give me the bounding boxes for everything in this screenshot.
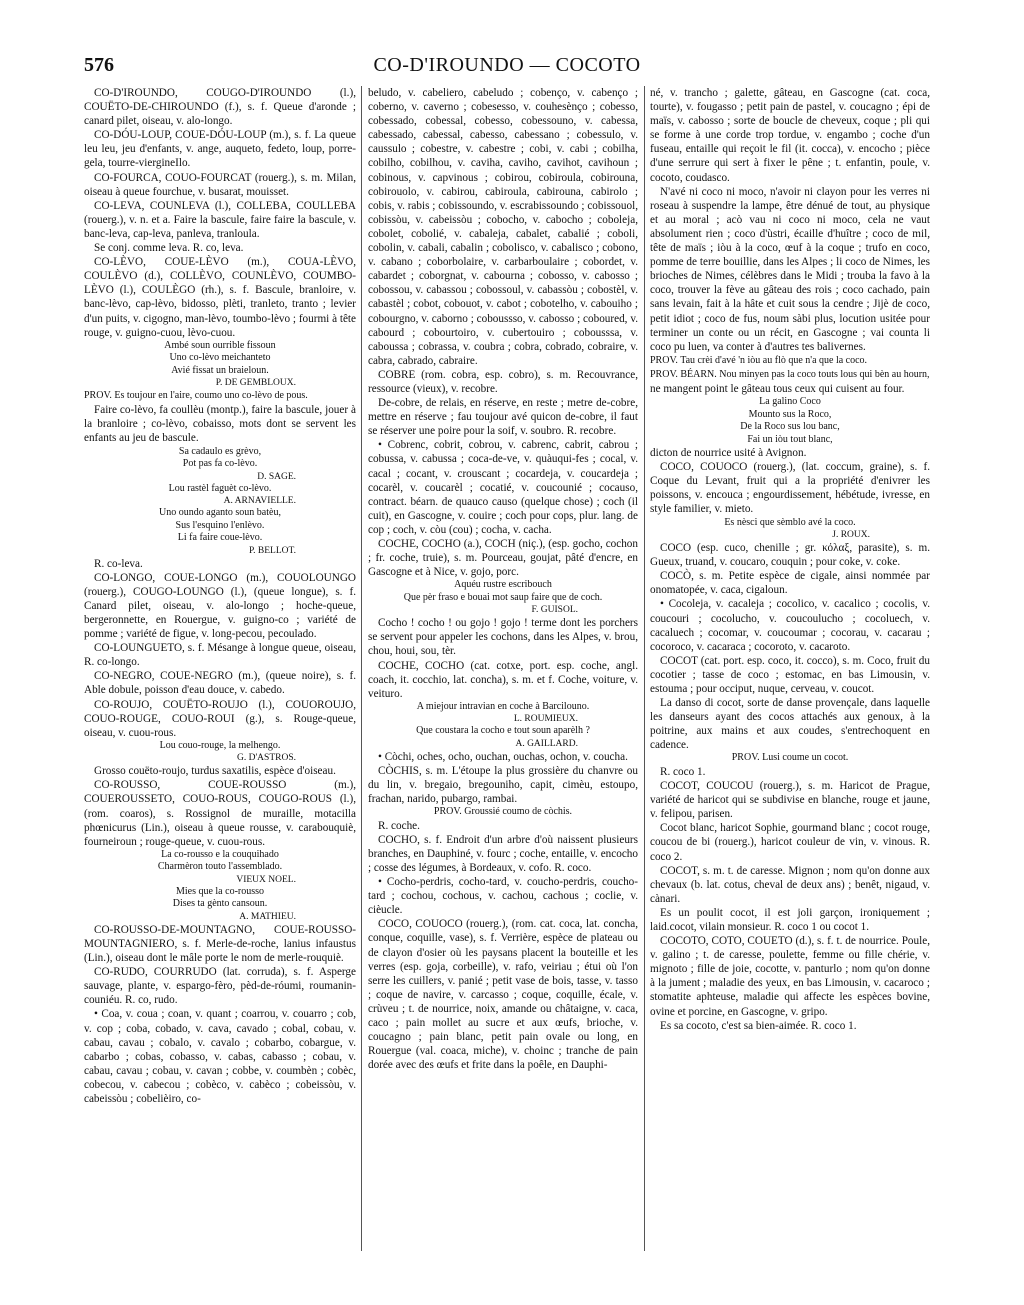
- dictionary-entry: • Còchi, oches, ocho, ouchan, ouchas, ochon, v. coucha.: [378, 750, 628, 763]
- dictionary-entry: CO-LONGO, COUE-LONGO (m.), COUOLOUNGO (rouerg.), COUGO-LOUNGO (l.), (queue longue), s. f. Canard pilet, oiseau, v. alo-longo ; hoche-queue, bergeronnette, en Rouergue, v. guigno-co ; variété de pomme ; variété de figue, v. long-pecou, pecoulado.: [84, 571, 356, 641]
- verse-line: Que coustara la cocho e tout soun aparèlh ?: [416, 725, 590, 737]
- dictionary-entry: Se conj. comme leva. R. co, leva.: [94, 242, 244, 255]
- quote-attribution: A. MATHIEU.: [239, 911, 296, 922]
- dictionary-entry: Es sa cocoto, c'est sa bien-aimée. R. coco 1.: [660, 1019, 857, 1032]
- column-divider: [361, 86, 362, 1251]
- dictionary-entry: COCO, COUOCO (rouerg.), (lat. coccum, graine), s. f. Coque du Levant, fruit qui a la propriété d'enivrer les poissons, v. encouca ; engourdissement, hébétude, ivresse, en style familier, v. mieto.: [650, 461, 930, 516]
- verse-line: Pot pas fa co-lèvo.: [182, 458, 258, 470]
- dictionary-entry: CO-LEVA, COUNLEVA (l.), COLLEBA, COULLEBA (rouerg.), v. n. et a. Faire la bascule, faire faire la bascule, v. banc-leva, cap-leva, panleva, tranloula.: [84, 199, 356, 240]
- dictionary-entry: Faire co-lèvo, fa coullèu (montp.), faire la bascule, jouer à la branloire ; co-lèvo, cobaisso, mots dont se servent les enfants au jeu de bascule.: [84, 404, 356, 445]
- verse-line: Sus l'esquino l'enlèvo.: [175, 519, 265, 531]
- proverb: PROV. Tau crèi d'avé 'n iòu au flò que n'a que la coco.: [650, 354, 868, 366]
- quote-attribution: VIEUX NOEL.: [236, 874, 296, 885]
- verse-line: La co-rousso e la couquihado: [161, 848, 279, 860]
- verse-line: Sa cadaulo es grèvo,: [178, 445, 262, 457]
- dictionary-entry: CO-ROUSSO, COUE-ROUSSO (m.), COUEROUSSETO, COUO-ROUS, COUGO-ROUS (l.), (rom. coaros), s. Rossignol de muraille, motacilla phœnicurus (Lin.), oiseau à queue rousse, v. carabouquiè, fourneiroun ; rouge-queue, v. cuou-rous.: [84, 779, 356, 848]
- quote-attribution: P. BELLOT.: [248, 545, 296, 556]
- dictionary-entry: CO-ROUJO, COUËTO-ROUJO (l.), COUOROUJO, COUO-ROUGE, COUO-ROUI (g.), s. Rouge-queue, oiseau, v. cuou-rous.: [84, 698, 356, 739]
- dictionary-entry: CO-DÓU-LOUP, COUE-DÓU-LOUP (m.), s. f. La queue leu leu, jeu d'enfants, v. ange, auqueto, fedeto, loup, porre-gela, tourre-viergineIlo.: [84, 129, 356, 170]
- dictionary-entry: CÒCHIS, s. m. L'étoupe la plus grossière du chanvre ou du lin, v. bregaio, bregouniho, capit, cimèu, estoupo, frachan, narido, pubargo, rambai.: [368, 764, 638, 806]
- verse-line: Lou couo-rouge, la melhengo.: [159, 739, 281, 751]
- verse-line: PROV. Groussié coumo de còchis.: [433, 806, 573, 818]
- dictionary-entry: CO-D'IROUNDO, COUGO-D'IROUNDO (l.), COUËTO-DE-CHIROUNDO (f.), s. f. Queue d'aronde ; canard pilet, oiseau, v. alo-longo.: [84, 87, 356, 128]
- verse-line: Mies que la co-rousso: [175, 885, 265, 897]
- dictionary-entry: • Coa, v. coua ; coan, v. quant ; coarrou, v. couarro ; cob, v. cop ; coba, cobado, v. cava, cavado ; cobal, cobau, v. cabau, cavau ; cobalo, v. cavalo ; cobarbo, cobargue, v. cabarbo ; cobas, cobasso, v. cabas, cabasso ; cobau, v. cabau, cavau ; cobau, v. cavan ; cobbe, v. coumbèn ; cobèc, cobecou, v. cabecou ; cobèco, v. cabèco ; cobeissòu, v. cabeissòu ; cobelièiro, co-: [84, 1008, 356, 1105]
- dictionary-column-right: [650, 86, 930, 1286]
- verse-line: Avié fissat un braieloun.: [171, 364, 269, 376]
- dictionary-entry: Grosso couëto-roujo, turdus saxatilis, espèce d'oiseau.: [94, 765, 336, 778]
- dictionary-entry: Es un poulit cocot, il est joli garçon, ironiquement ; laid.cocot, vilain monsieur. R. coco 1 ou cocot 1.: [650, 906, 930, 933]
- verse-line: Dises ta gènto cansoun.: [172, 898, 268, 910]
- quote-attribution: J. ROUX.: [832, 530, 870, 541]
- dictionary-entry: CO-RUDO, COURRUDO (lat. corruda), s. f. Asperge sauvage, plante, v. espargo-fèro, pèd-de-róumi, roumanin-couniéu. R. co, rudo.: [84, 966, 356, 1007]
- page-header: [84, 54, 930, 82]
- verse-line: La galino Coco: [759, 396, 821, 408]
- dictionary-entry: CO-LÈVO, COUE-LÈVO (m.), COUA-LÈVO, COULÈVO (d.), COLLÈVO, COUNLÈVO, COUMBO-LÈVO (l.), COULÈGO (rh.), s. f. Bascule, branloire, v. banc-lèvo, cap-lèvo, bidosso, plèti, tranleto, tranto ; levier d'un puits, v. cigogno, man-lèvo, toumbo-lèvo ; fourmi à tête rouge, v. guigno-cuou, lèvo-cuou.: [84, 256, 356, 339]
- dictionary-entry: La danso di cocot, sorte de danse provençale, dans laquelle les danseurs ayant des cocos attachés aux genoux, à la poitrine, aux mains et aux coudes, s'entrechoquent en cadence.: [650, 697, 930, 752]
- dictionary-entry: CO-ROUSSO-DE-MOUNTAGNO, COUE-ROUSSO-MOUNTAGNIERO, s. f. Merle-de-roche, lanius infaustus (Lin.), oiseau dont le mâle porte le nom de merle-rouquiè.: [84, 923, 356, 965]
- dictionary-entry: COCHE, COCHO (cat. cotxe, port. esp. coche, angl. coach, it. cocchio, lat. concha), s. m. et f. Coche, voiture, v. veituro.: [368, 659, 638, 700]
- verse-line: Uno oundo aganto soun batèu,: [159, 507, 281, 519]
- verse-line: Uno co-lèvo meichanteto: [169, 352, 271, 364]
- dictionary-entry: • Cocho-perdris, cocho-tard, v. coucho-perdris, coucho-tard ; cochou, cochous, v. cachou, cachous ; coclie, v. cièucle.: [368, 876, 638, 917]
- dictionary-entry: COCOT, COUCOU (rouerg.), s. m. Haricot de Prague, variété de haricot qui se subdivise en blanche, rouge et jaune, v. felipou, parisen.: [650, 780, 930, 821]
- dictionary-column-left: [84, 86, 356, 1286]
- dictionary-entry: CO-FOURCA, COUO-FOURCAT (rouerg.), s. m. Milan, oiseau à queue fourchue, v. busarat, mouisset.: [84, 171, 356, 198]
- dictionary-entry: Cocho ! cocho ! ou gojo ! gojo ! terme dont les porchers se servent pour appeler les cochons, dans les Alpes, v. brou, chou, houi, sou, tèr.: [368, 617, 638, 658]
- dictionary-column-middle: [368, 86, 638, 1286]
- verse-line: A miejour intravian en coche à Barcilouno.: [416, 700, 590, 712]
- proverb: PROV. BÉARN. Nou minyen pas la coco touts lous qui bèn au hourn,: [650, 368, 930, 380]
- dictionary-entry: beludo, v. cabeliero, cabeludo ; cobenço, v. cabenço ; coberno, v. caverno ; cobesesso, v. couhesènço ; cobesso, cobessado, cobessal, cobesso, cobessouno, v. cabessa, cabessado, cabessal, cabesso, cabessano ; cobessulo, v. caussulo ; cobestre, v. cabestre ; cobi, v. cabi ; cobilha, cobilho, cobilhou, v. caviha, caviho, cavihot, cavihoun ; cobinous, v. capvinous ; cobirou, cobiroula, cobirouna, cobirouolo, v. cabirou, cabiroula, cabirouna, cabirolo ; cobis, v. rabis ; cobissoundo, v. escrabissoundo ; cobissouol, cobissòu, v. cabeissòu ; cobocho, v. cabocho ; coboleja, cobolet, cobolié, v. cabaleja, cabalet, cabalié ; coboli, cobolin, v. cabali, cabalin ; cobolisco, v. cabalisco ; cobono, v. cabano ; coborbolaire, v. carbarboulaire ; cobordet, v. cabardet ; coborgnat, v. cabourna ; cobosso, v. cabosso ; cobossou, v. cabassou ; cobossoul, v. cabassòu ; cobostèl, v. cabastèl ; cobot, cobouot, v. cabot ; cobotelho, v. cabouiho ; cobourgno, v. caborno ; coboussso, v. cabosso ; coboured, v. cabourd ; cobourtoiro, v. cubertouiro ; cobousssa, v. caboussa ; cobrassa, v. coubra ; cobra, cobrado, cobraire, v. cabra, cabrado, cabraire.: [368, 87, 638, 367]
- page-number: 576: [84, 54, 114, 76]
- running-title: CO-D'IROUNDO — COCOTO: [373, 54, 641, 76]
- dictionary-entry: • Cobrenc, cobrit, cobrou, v. cabrenc, cabrit, cabrou ; cobussa, v. cabussa ; coca-de-ve, v. quàuqui-fes ; cocal, v. cacal ; cocant, v. crouscant ; cocardeja, v. coucardeja ; cocarèl, v. coucarèl ; cocatié, v. coucounié ; cocauso, contract. béarn. de quauco causo (quelque chose) ; coch (il cuit), en Gascogne, v. couire ; coch pour cops, plur. lang. de cop ; coch, v. còu (cou) ; cocha, v. cacha.: [368, 439, 638, 536]
- dictionary-entry: COCO (esp. cuco, chenille ; gr. κόλαξ, parasite), s. m. Gueux, truand, v. coucaro, couquin ; pour coke, v. coke.: [650, 542, 930, 569]
- column-divider: [644, 86, 645, 1251]
- quote-attribution: L. ROUMIEUX.: [513, 714, 578, 725]
- verse-line: Ambé soun ourrible fissoun: [164, 339, 276, 351]
- dictionary-entry: COBRE (rom. cobra, esp. cobro), s. m. Recouvrance, ressource (vieux), v. recobre.: [368, 368, 638, 395]
- quote-attribution: P. DE GEMBLOUX.: [215, 378, 296, 389]
- dictionary-entry: ne mangent point le gâteau tous ceux qui cuisent au four.: [650, 382, 905, 395]
- verse-line: Lou rastèl faguèt co-lèvo.: [168, 482, 272, 494]
- verse-line: Mounto sus la Roco,: [748, 408, 832, 420]
- dictionary-entry: COCOT, s. m. t. de caresse. Mignon ; nom qu'on donne aux chevaux (b. lat. cotus, cheval de deux ans) ; benêt, nigaud, v. cànari.: [650, 864, 930, 905]
- dictionary-entry: R. coco 1.: [660, 765, 706, 778]
- dictionary-entry: COCOTO, COTO, COUETO (d.), s. f. t. de nourrice. Poule, v. galino ; t. de caresse, poulette, femme ou fille chérie, v. mignoto ; fille de joie, cocotte, v. panturlo ; nom qu'on donne à la jument ; maladie des yeux, en bas Limousin, v. cacaroco ; stomatite aphteuse, maladie qui affecte les espèces bovine, ovine et porcine, en Gascogne, v. gripo.: [650, 935, 930, 1018]
- dictionary-entry: COCO, COUOCO (rouerg.), (rom. cat. coca, lat. concha, conque, coquille, vase), s. f. Verrière, espèce de plateau ou de clayon d'osier où les paysans placent la bouteille et les verres (esp. goja, corbeille), v. rafo, veiriau ; étui où l'on serre les cuillers, v. panié ; petit vase de bois, tasse, v. tasso ; coque de navire, v. carcasso ; coque, coquille, écale, v. crùveu ; t. de nourrice, noix, amande ou châtaigne, v. caca, caco ; pain mollet au sucre et aux œufs, brioche, v. coucagno ; pain blanc, petit pain ovale ou long, en Rouergue (val. coaca, miche), v. choinc ; tranche de pain dorée avec des œufs et frite dans la poêle, en Dauphi-: [368, 918, 638, 1072]
- dictionary-entry: De-cobre, de relais, en réserve, en reste ; metre de-cobre, mettre en réserve ; fau toujour avé quicon de-cobre, il faut se réserver une poire pour la soif, v. soubro. R. recobre.: [368, 397, 638, 438]
- proverb: PROV. Es toujour en l'aire, coumo uno co-lèvo de pous.: [84, 390, 308, 402]
- dictionary-entry: Cocot blanc, haricot Sophie, gourmand blanc ; cocot rouge, coucou de bi (rouerg.), haricot couleur de vin, v. vinous. R. coco 2.: [650, 822, 930, 863]
- verse-line: Que pèr fraso e bouai mot saup faire que de coch.: [403, 591, 603, 603]
- quote-attribution: D. SAGE.: [257, 471, 296, 482]
- verse-line: Li fa faire coue-lèvo.: [177, 532, 263, 544]
- dictionary-entry: COCÒ, s. m. Petite espèce de cigale, ainsi nommée par onomatopée, v. caca, cigaloun.: [650, 570, 930, 597]
- quote-attribution: G. D'ASTROS.: [237, 753, 296, 764]
- quote-attribution: A. ARNAVIELLE.: [223, 496, 296, 507]
- quote-attribution: F. GUISOL.: [531, 605, 578, 616]
- dictionary-entry: R. coche.: [378, 819, 420, 832]
- dictionary-entry: COCHE, COCHO (a.), COCH (niç.), (esp. gocho, cochon ; fr. coche, truie), s. m. Pourceau, goujat, pâté d'encre, en Gascogne et à Nice, v. gojo, porc.: [368, 538, 638, 579]
- quote-attribution: A. GAILLARD.: [515, 738, 578, 749]
- dictionary-entry: CO-NEGRO, COUE-NEGRO (m.), (queue noire), s. f. Able dobule, poisson d'eau douce, v. cabedo.: [84, 670, 356, 697]
- verse-line: PROV. Lusi coume un cocot.: [731, 752, 849, 764]
- verse-line: De la Roco sus lou banc,: [740, 421, 840, 433]
- dictionary-entry: • Cocoleja, v. cacaleja ; cocolico, v. cacalico ; cocolis, v. coucouri ; cocoluchо, v. coucoulucho ; cocoluech, v. cacaluech ; cocomar, v. coucoumar ; cocorau, v. cacarau ; cocoroco, v. cacaraca ; cocoroto, v. cacaroto.: [650, 598, 930, 653]
- dictionary-entry: R. co-leva.: [94, 557, 143, 570]
- dictionary-entry: COCOT (cat. port. esp. coco, it. cocco), s. m. Coco, fruit du cocotier ; tasse de coco ; estomac, en bas Limousin, v. estouma ; pour occiput, nuque, cerveau, v. coucot.: [650, 654, 930, 695]
- dictionary-entry: COCHO, s. f. Endroit d'un arbre d'où naissent plusieurs branches, en Dauphiné, v. fourc ; coche, entaille, v. encocho ; cosse des légumes, à Bordeaux, v. cofo. R. coco.: [368, 833, 638, 874]
- verse-line: Charmèron touto l'assemblado.: [157, 861, 283, 873]
- dictionary-entry: dicton de nourrice usité à Avignon.: [650, 447, 807, 460]
- verse-line: Fai un iòu tout blanc,: [747, 433, 833, 445]
- dictionary-entry: né, v. trancho ; galette, gâteau, en Gascogne (cat. coca, tourte), v. fougasso ; petit pain de pastel, v. coucagno ; épi de maïs, v. cabosso ; sorte de boucle de cheveux, coque ; pli qui se forme à une corde trop tordue, v. engambo ; coche d'un fuseau, entaille qui reçoit le fil (it. cocca), v. encocho ; pièce d'une serrure qui sert à fixer le pêne ; t. enfantin, poule, v. cocoto, coudasco.: [650, 87, 930, 184]
- dictionary-entry: CO-LOUNGUETO, s. f. Mésange à longue queue, oiseau, R. co-longo.: [84, 642, 356, 669]
- dictionary-entry: N'avé ni coco ni moco, n'avoir ni clayon pour les verres ni roseau à suspendre la lampe, être dénué de tout, au physique et au moral ; acò vau ni coco ni moco, cela ne vaut absolument rien ; coco d'ùstri, écaille d'huître ; coco de mil, tête de maïs ; iòu à la coco, œuf à la coque ; trufo en coco, pomme de terre bouillie, dans les Alpes ; li coco de Nimes, les brioches de Nimes, célèbres dans le Midi ; trouba la favo à la coco, trouver la fève au gâteau des rois ; coco cachado, pain sans levain, fait à la hâte et cuit sous la cendre ; Jijè de coco, petit idiot ; coco de fus, noum sàbi plus, locution usitée pour terminer un conte ou un récit, en Gascogne ; vai counta li coco pu luen, va conter à d'autres tes balivernes.: [650, 185, 930, 353]
- verse-line: Aquéu rustre escribouch: [454, 579, 552, 591]
- verse-line: Es nèsci que sèmblo avé la coco.: [724, 516, 856, 528]
